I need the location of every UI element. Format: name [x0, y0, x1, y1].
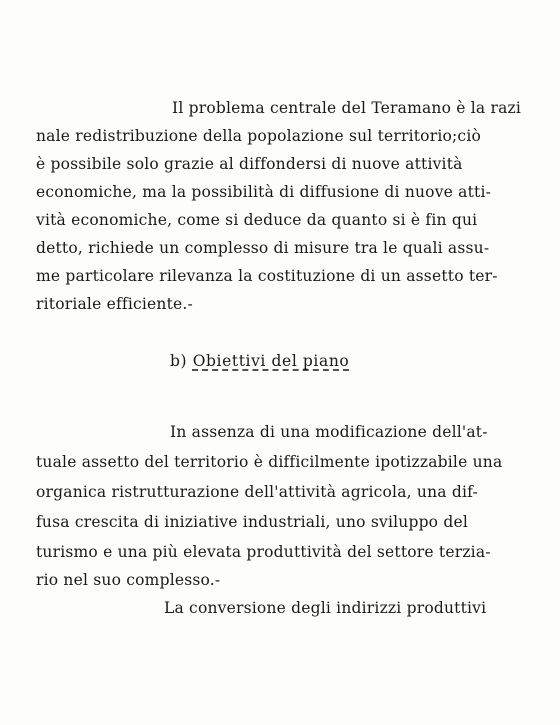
text-line: ritoriale efficiente.- [36, 295, 193, 313]
text-line: rio nel suo complesso.- [36, 571, 221, 589]
text-line: In assenza di una modificazione dell'at- [170, 423, 488, 441]
text-line: me particolare rilevanza la costituzione di un assetto ter- [36, 267, 498, 285]
text-line: organica ristrutturazione dell'attività agricola, una dif- [36, 483, 478, 501]
section-title: Obiettivi del piano [192, 352, 350, 370]
text-line: turismo e una più elevata produttività del settore terzia- [36, 543, 491, 561]
text-line: economiche, ma la possibilità di diffusione di nuove atti- [36, 183, 492, 201]
text-line: fusa crescita di iniziative industriali, uno sviluppo del [36, 513, 468, 531]
text-line: detto, richiede un complesso di misure tra le quali assu- [36, 239, 490, 257]
text-line: vità economiche, come si deduce da quanto si è fin qui [36, 211, 478, 229]
section-heading [170, 352, 349, 370]
text-line: è possibile solo grazie al diffondersi di nuove attività [36, 155, 463, 173]
text-line: nale redistribuzione della popolazione sul territorio;ciò [36, 127, 482, 145]
text-line: Il problema centrale del Teramano è la razi [172, 99, 522, 117]
text-line: tuale assetto del territorio è difficilmente ipotizzabile una [36, 453, 503, 471]
section-label: b) [170, 352, 188, 370]
text-line: La conversione degli indirizzi produttivi [164, 599, 487, 617]
